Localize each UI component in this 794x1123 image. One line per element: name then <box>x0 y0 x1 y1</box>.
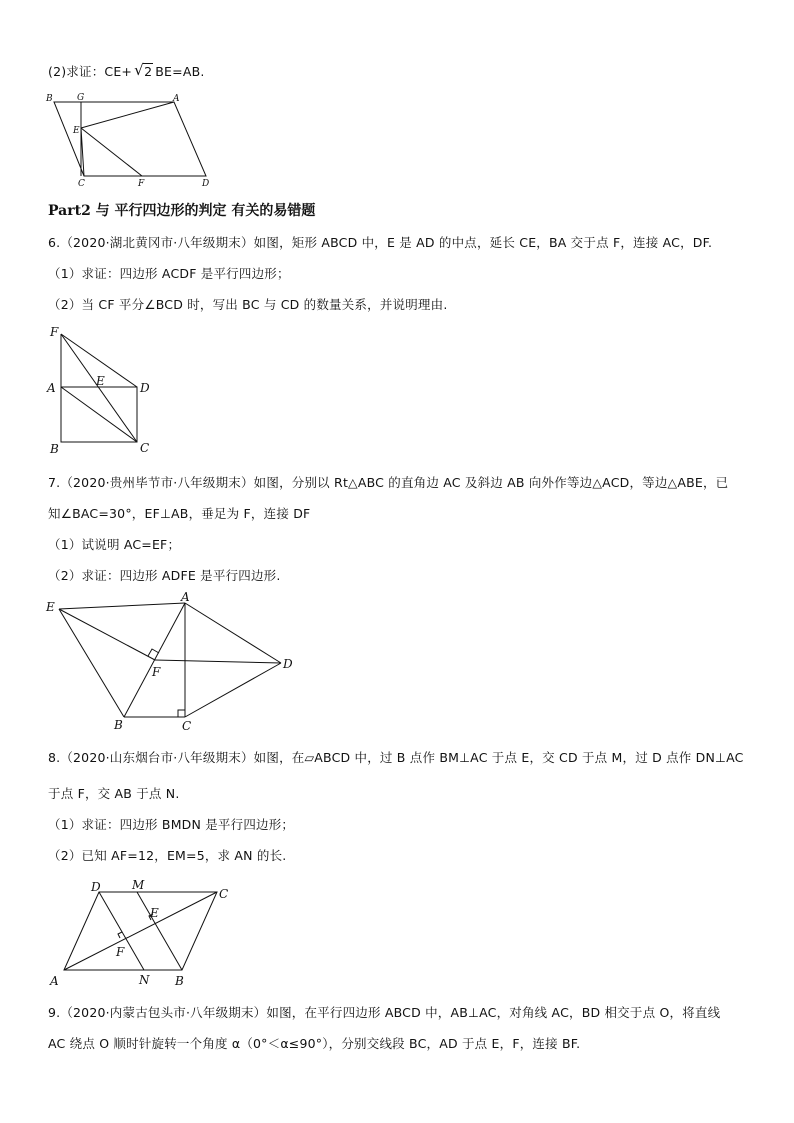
fig6-label-e: E <box>96 374 105 388</box>
q7-sub1: （1）试说明 AC=EF； <box>48 537 181 552</box>
fig8-label-b: B <box>175 974 184 988</box>
sqrt-argument: 2 <box>144 64 153 79</box>
fig1-label-c: C <box>78 179 85 189</box>
fig6-label-f: F <box>50 325 59 339</box>
q8-sub2: （2）已知 AF=12，EM=5，求 AN 的长. <box>48 848 287 863</box>
q5-prefix: (2)求证：CE+ <box>48 64 133 79</box>
fig1-label-a: A <box>173 94 180 104</box>
q8-line1: 8.（2020·山东烟台市·八年级期末）如图，在▱ABCD 中，过 B 点作 BM⊥AC 于点 E，交 CD 于点 M，过 D 点作 DN⊥AC <box>48 750 744 765</box>
fig7-label-d: D <box>283 657 293 671</box>
figure-rectangle-abcd <box>44 322 164 457</box>
fig8-label-n: N <box>139 973 150 987</box>
fig1-label-d: D <box>202 179 210 189</box>
sqrt-symbol: √ 2 <box>134 61 153 79</box>
fig7-label-c: C <box>182 719 192 733</box>
q9-line1: 9.（2020·内蒙古包头市·八年级期末）如图，在平行四边形 ABCD 中，AB⊥AC，对角线 AC，BD 相交于点 O，将直线 <box>48 1005 721 1020</box>
section-heading: Part2 与 平行四边形的判定 有关的易错题 <box>48 203 316 219</box>
fig6-label-c: C <box>140 441 150 455</box>
fig8-label-e: E <box>150 906 159 920</box>
fig1-label-f: F <box>138 179 145 189</box>
q6-sub1: （1）求证：四边形 ACDF 是平行四边形； <box>48 266 290 281</box>
q7-line2: 知∠BAC=30°，EF⊥AB，垂足为 F，连接 DF <box>48 506 311 521</box>
q7-line1: 7.（2020·贵州毕节市·八年级期末）如图，分别以 Rt△ABC 的直角边 AC 及斜边 AB 向外作等边△ACD，等边△ABE，已 <box>48 475 729 490</box>
q6-line1: 6.（2020·湖北黄冈市·八年级期末）如图，矩形 ABCD 中，E 是 AD 的中点，延长 CE，BA 交于点 F，连接 AC，DF. <box>48 235 713 250</box>
question-5-part-2 <box>48 62 205 80</box>
q7-sub2: （2）求证：四边形 ADFE 是平行四边形. <box>48 568 281 583</box>
fig8-label-d: D <box>91 880 101 894</box>
fig8-label-c: C <box>219 887 229 901</box>
fig1-label-e: E <box>73 126 80 136</box>
fig6-label-d: D <box>140 381 150 395</box>
figure-equilateral-triangles <box>44 590 304 735</box>
fig7-label-f: F <box>152 665 161 679</box>
fig7-label-e: E <box>46 600 55 614</box>
figure-parallelogram-bgacfd <box>44 92 214 187</box>
q6-sub2: （2）当 CF 平分∠BCD 时，写出 BC 与 CD 的数量关系，并说明理由. <box>48 297 448 312</box>
fig6-label-a: A <box>47 381 56 395</box>
fig8-label-a: A <box>50 974 59 988</box>
fig7-label-b: B <box>114 718 123 732</box>
q8-line2: 于点 F，交 AB 于点 N. <box>48 786 180 801</box>
q5-suffix: BE=AB. <box>155 64 205 79</box>
fig1-label-g: G <box>77 93 85 103</box>
figure-parallelogram-abcd <box>44 872 244 992</box>
q9-line2: AC 绕点 O 顺时针旋转一个角度 α（0°＜α≤90°），分别交线段 BC，AD 于点 E，F，连接 BF. <box>48 1036 581 1051</box>
fig6-label-b: B <box>50 442 59 456</box>
fig8-label-m: M <box>132 878 145 892</box>
fig1-label-b: B <box>46 94 53 104</box>
fig7-label-a: A <box>181 590 190 604</box>
fig8-label-f: F <box>116 945 125 959</box>
q8-sub1: （1）求证：四边形 BMDN 是平行四边形； <box>48 817 295 832</box>
